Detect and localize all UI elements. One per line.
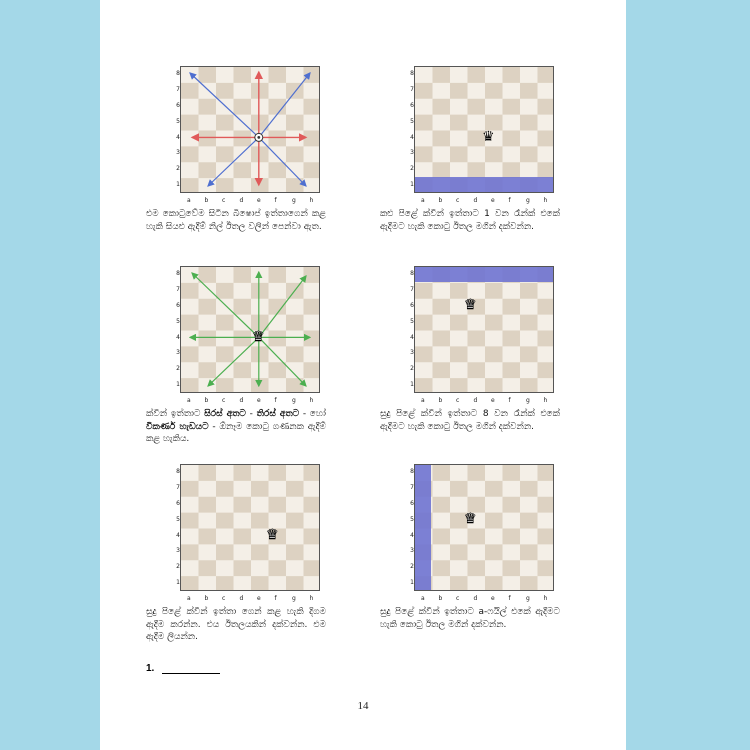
move-arrows — [180, 66, 320, 193]
rank-label: 7 — [410, 285, 414, 293]
file-label: f — [274, 397, 277, 404]
file-labels — [414, 397, 554, 405]
file-label: d — [473, 595, 478, 602]
rank-label: 4 — [176, 531, 180, 539]
file-label: b — [204, 397, 209, 404]
rank-labels — [170, 266, 180, 393]
board-queen-exercise — [176, 464, 330, 604]
file-label: g — [292, 197, 296, 204]
file-label: g — [526, 595, 530, 602]
file-labels — [414, 595, 554, 603]
board-queen-file-a — [410, 464, 564, 604]
file-label: b — [438, 595, 443, 602]
file-label: g — [526, 397, 530, 404]
file-label: f — [508, 397, 511, 404]
rank-label: 7 — [410, 483, 414, 491]
file-label: f — [274, 595, 277, 602]
file-label: c — [456, 397, 460, 404]
caption-queen-rank1: කළු පිළේ ක්වීන් ඉත්තාට 1 වන රෑන්ක් එකේ ඇදීමට හැකි කොටු ඊතල මගින් දක්වන්න. — [380, 209, 560, 232]
file-label: e — [257, 397, 261, 404]
file-label: a — [187, 397, 191, 404]
workbook-page — [100, 0, 626, 750]
rank-label: 5 — [176, 117, 180, 125]
file-label: d — [239, 197, 244, 204]
file-label: d — [239, 397, 244, 404]
file-label: d — [473, 197, 478, 204]
page-number: 14 — [357, 700, 369, 712]
rank-label: 2 — [410, 165, 414, 173]
chessboard — [180, 464, 320, 591]
rank-label: 1 — [176, 381, 180, 389]
file-labels — [180, 197, 320, 205]
file-label: f — [508, 197, 511, 204]
rank-label: 7 — [176, 483, 180, 491]
rank-labels — [404, 464, 414, 591]
rank-label: 5 — [176, 317, 180, 325]
board-queen-rank1 — [410, 66, 564, 206]
rank-label: 4 — [410, 333, 414, 341]
caption-queen-directions: ක්වීන් ඉත්තාට සිරස් අතට - තිරස් අතට - හෝ විකර්ණ හැඩයට - ඕනෑම කොටු ගණනක ඇදීම් කළ හැකිය. — [146, 409, 326, 444]
queen-icon: ♛ — [482, 129, 495, 145]
rank-label: 3 — [410, 149, 414, 157]
queen-icon: ♛ — [252, 329, 265, 345]
rank-label: 4 — [176, 333, 180, 341]
rank-label: 7 — [176, 85, 180, 93]
file-label: a — [421, 197, 425, 204]
file-label: g — [526, 197, 530, 204]
rank-label: 1 — [176, 181, 180, 189]
rank-label: 1 — [410, 181, 414, 189]
rank-label: 2 — [176, 165, 180, 173]
rank-labels — [404, 66, 414, 193]
file-label: e — [257, 595, 261, 602]
file-a-highlight — [415, 465, 431, 590]
board-queen-all-directions — [176, 266, 330, 406]
rank-label: 3 — [410, 547, 414, 555]
rank-label: 6 — [176, 301, 180, 309]
rank-label: 6 — [410, 301, 414, 309]
rank-label: 8 — [410, 270, 414, 277]
file-label: e — [491, 197, 495, 204]
file-labels — [180, 595, 320, 603]
file-label: a — [421, 397, 425, 404]
rank-label: 8 — [410, 468, 414, 475]
file-label: e — [257, 197, 261, 204]
file-label: c — [456, 595, 460, 602]
file-label: g — [292, 595, 296, 602]
chessboard — [414, 266, 554, 393]
board-bishop-moves — [176, 66, 330, 206]
file-label: c — [222, 397, 226, 404]
rank-label: 2 — [176, 365, 180, 373]
file-label: f — [508, 595, 511, 602]
queen-icon: ♛ — [464, 297, 477, 313]
exercise-number: 1. — [146, 663, 155, 674]
chessboard — [414, 464, 554, 591]
file-labels — [180, 397, 320, 405]
rank-label: 5 — [410, 317, 414, 325]
rank-label: 3 — [176, 149, 180, 157]
rank-8-highlight — [415, 267, 553, 282]
move-arrows — [180, 266, 320, 393]
file-label: c — [222, 595, 226, 602]
file-label: d — [239, 595, 244, 602]
rank-label: 2 — [410, 365, 414, 373]
caption-queen-exercise: සුදු පිළේ ක්වීන් ඉත්තා ගෙන් කළ හැකි දිගම ඇදීම කරන්න. එය ඊතලයකින් දක්වන්න. එම ඇදීම ලියන්න. — [146, 607, 326, 642]
rank-label: 8 — [410, 70, 414, 77]
file-label: g — [292, 397, 296, 404]
rank-label: 5 — [410, 117, 414, 125]
rank-label: 6 — [410, 499, 414, 507]
file-label: h — [309, 397, 314, 404]
file-label: h — [543, 595, 548, 602]
file-label: b — [204, 595, 209, 602]
file-label: h — [309, 197, 314, 204]
rank-label: 1 — [176, 579, 180, 587]
rank-label: 8 — [176, 70, 180, 77]
rank-label: 6 — [176, 101, 180, 109]
rank-labels — [170, 464, 180, 591]
rank-labels — [404, 266, 414, 393]
file-label: b — [438, 197, 443, 204]
file-label: a — [421, 595, 425, 602]
rank-label: 6 — [176, 499, 180, 507]
rank-label: 7 — [410, 85, 414, 93]
board-queen-rank8 — [410, 266, 564, 406]
rank-1-highlight — [415, 177, 553, 192]
file-label: a — [187, 197, 191, 204]
file-label: b — [204, 197, 209, 204]
queen-icon: ♛ — [266, 527, 279, 543]
file-label: c — [456, 197, 460, 204]
rank-label: 2 — [410, 563, 414, 571]
rank-label: 4 — [410, 133, 414, 141]
rank-label: 3 — [176, 349, 180, 357]
file-label: h — [543, 197, 548, 204]
rank-label: 4 — [176, 133, 180, 141]
rank-label: 1 — [410, 381, 414, 389]
file-label: e — [491, 397, 495, 404]
rank-labels — [170, 66, 180, 193]
file-label: f — [274, 197, 277, 204]
file-label: c — [222, 197, 226, 204]
rank-label: 3 — [410, 349, 414, 357]
file-label: h — [309, 595, 314, 602]
rank-label: 5 — [410, 515, 414, 523]
rank-label: 7 — [176, 285, 180, 293]
caption-queen-rank8: සුදු පිළේ ක්වීන් ඉත්තාට 8 වන රෑන්ක් එකේ ඇදීමට හැකි කොටු ඊතල මගින් දක්වන්න. — [380, 409, 560, 432]
rank-label: 2 — [176, 563, 180, 571]
rank-label: 6 — [410, 101, 414, 109]
file-label: h — [543, 397, 548, 404]
file-label: a — [187, 595, 191, 602]
answer-blank[interactable] — [162, 673, 220, 674]
file-label: b — [438, 397, 443, 404]
queen-icon: ♛ — [464, 511, 477, 527]
rank-label: 4 — [410, 531, 414, 539]
caption-bishop: එම කොටුවේම සිටින බිෂොප් ඉත්තාගෙන් කළ හැකි සියළු ඇදීම් නිල් ඊතල වලින් පෙන්වා ඇත. — [146, 209, 326, 232]
file-label: e — [491, 595, 495, 602]
rank-label: 8 — [176, 468, 180, 475]
file-labels — [414, 197, 554, 205]
rank-label: 3 — [176, 547, 180, 555]
rank-label: 5 — [176, 515, 180, 523]
rank-label: 8 — [176, 270, 180, 277]
caption-queen-file-a: සුදු පිළේ ක්වීන් ඉත්තාට a-ෆයිල් එකේ ඇදීමට හැකි කොටු ඊතල මගින් දක්වන්න. — [380, 607, 560, 630]
file-label: d — [473, 397, 478, 404]
rank-label: 1 — [410, 579, 414, 587]
